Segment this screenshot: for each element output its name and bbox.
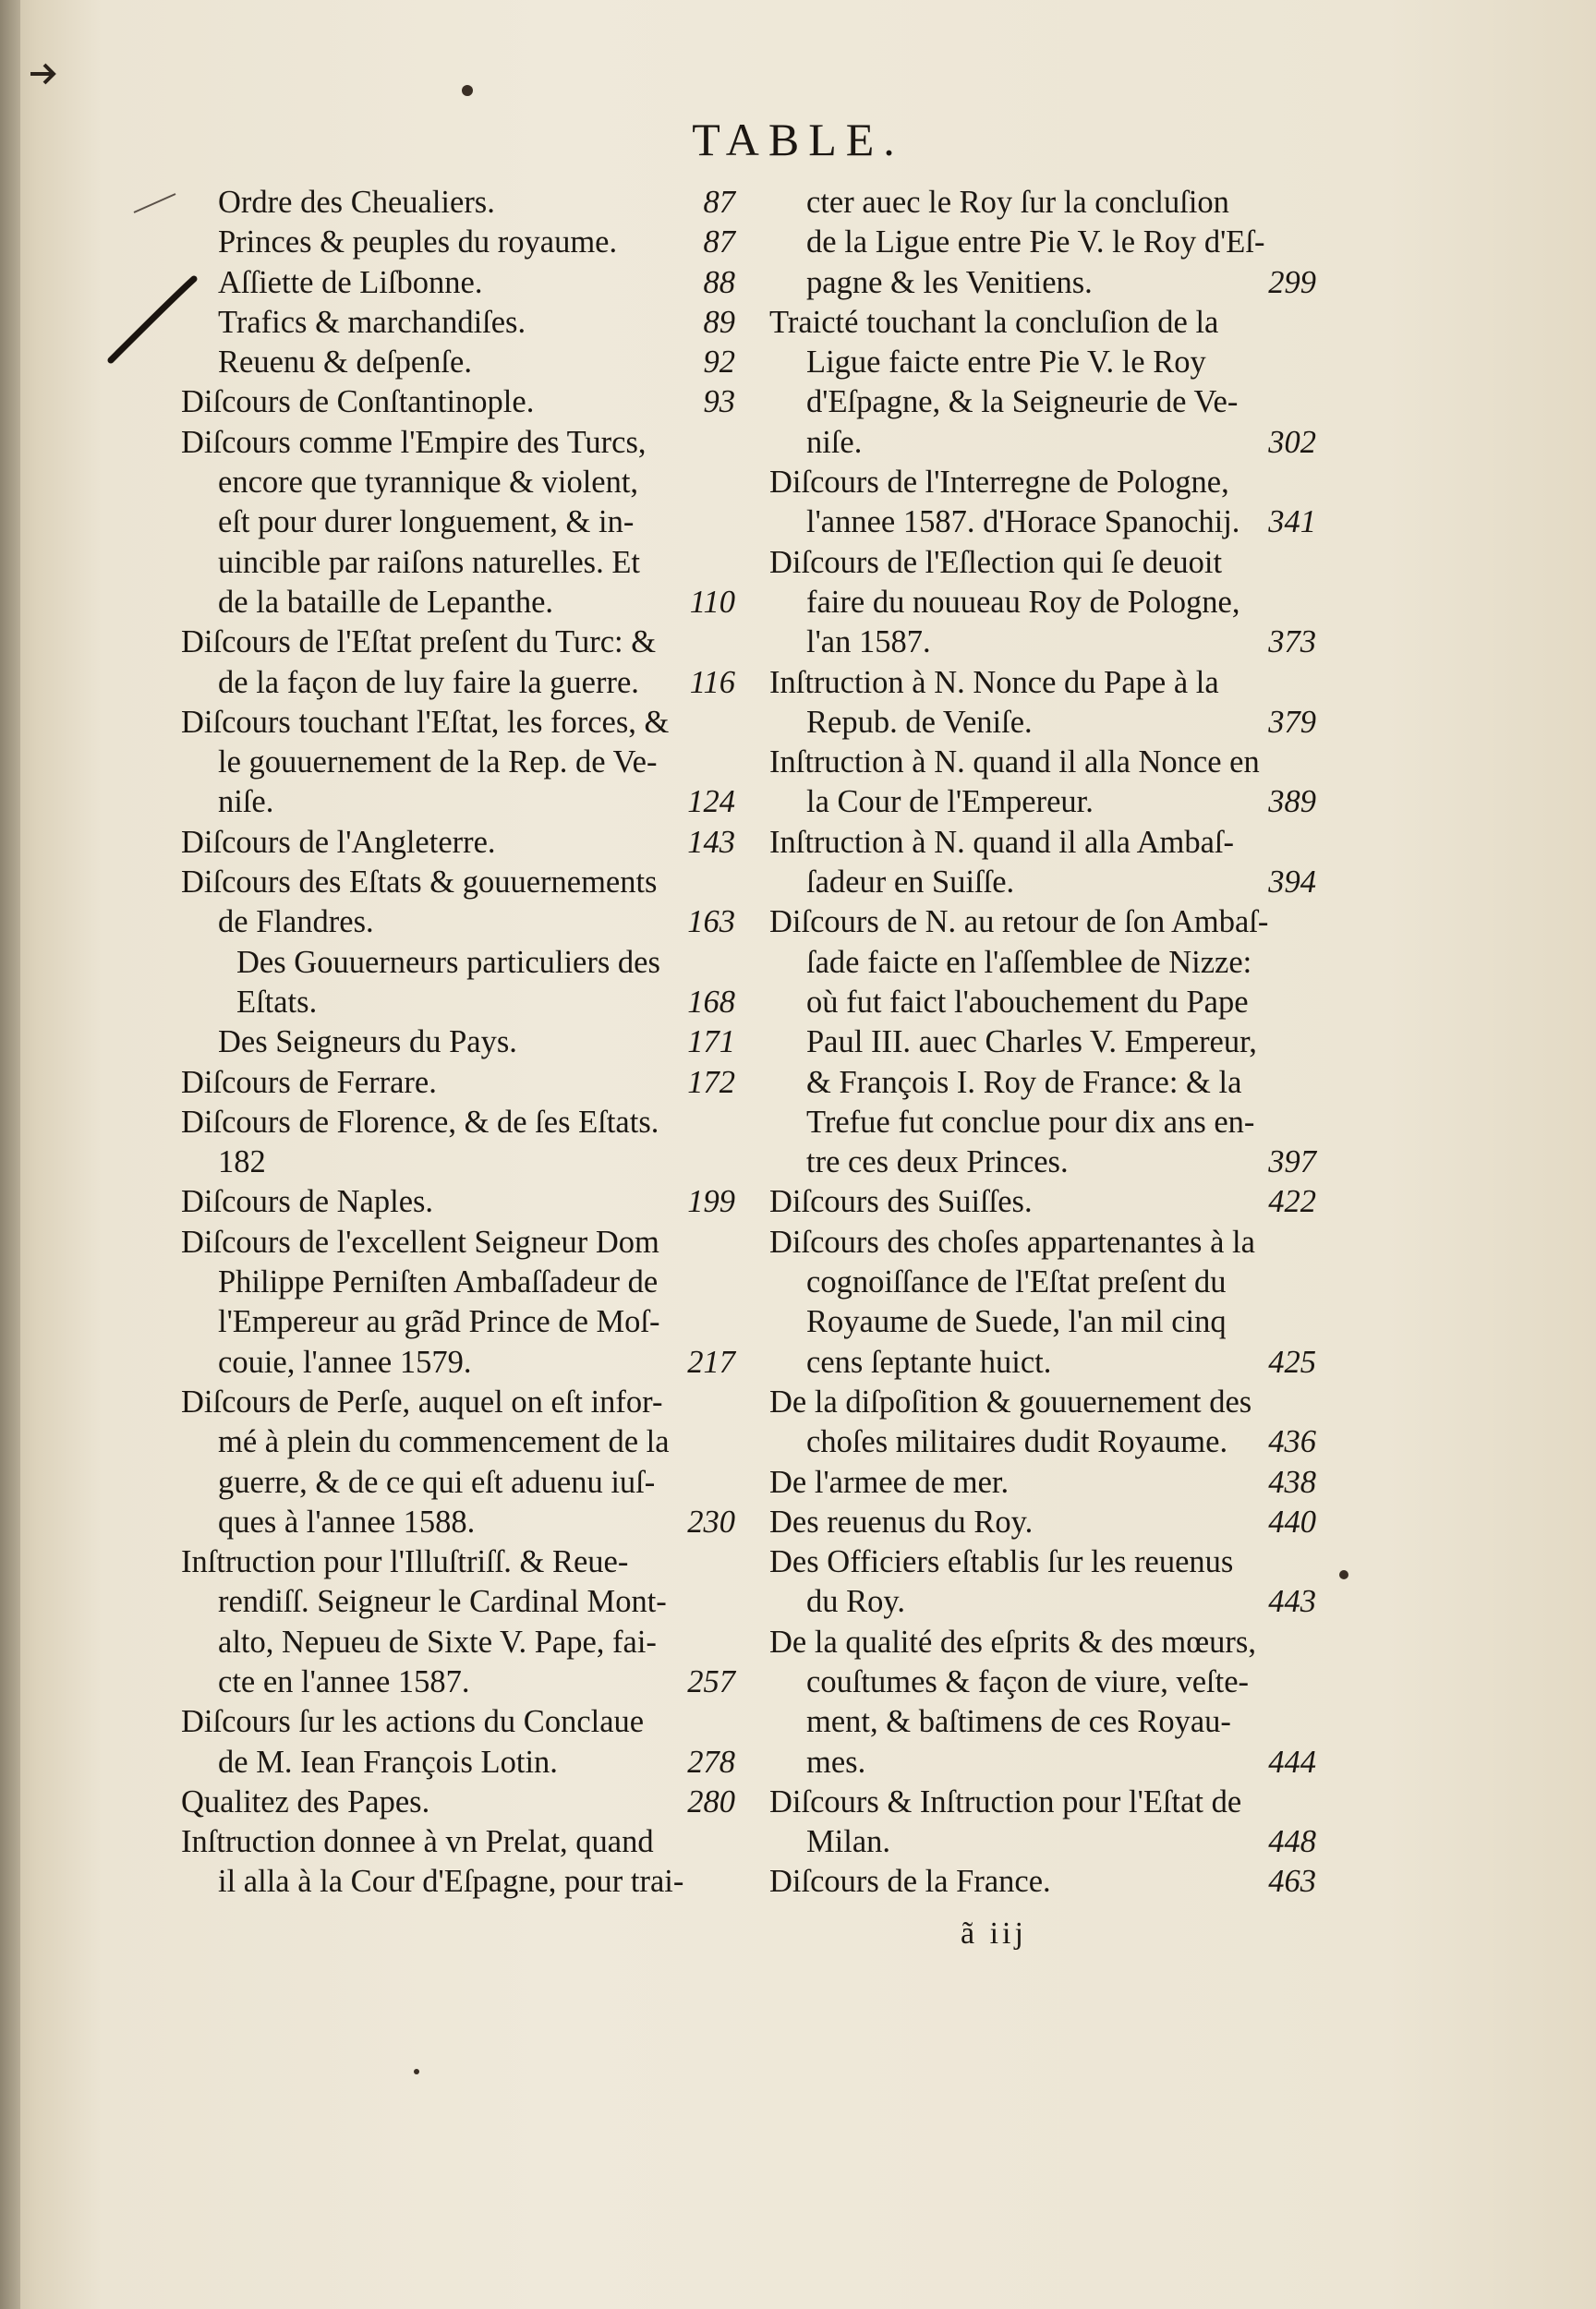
entry-text: Diſcours de l'Eſlection qui ſe deuoit — [769, 544, 1223, 580]
entry-text: Inſtruction donnee à vn Prelat, quand — [181, 1824, 654, 1860]
entry-text: Traicté touchant la concluſion de la — [769, 304, 1219, 340]
page-number: 448 — [1268, 1824, 1316, 1860]
entry-line — [181, 1302, 735, 1342]
entry-line — [769, 1223, 1316, 1263]
entry-line — [769, 1702, 1316, 1742]
page-number: 257 — [687, 1663, 735, 1699]
entry-line — [181, 1182, 735, 1222]
entry-line — [181, 423, 735, 463]
index-entry — [181, 1103, 735, 1183]
entry-text: Diſcours de Perſe, auquel on eſt infor- — [181, 1384, 663, 1420]
entry-text: de la façon de luy faire la guerre. — [218, 664, 639, 700]
entry-text: mé à plein du commencement de la — [218, 1424, 670, 1460]
entry-line — [181, 823, 735, 863]
entry-text: Qualitez des Papes. — [181, 1783, 430, 1819]
entry-line — [181, 1662, 735, 1702]
entry-line — [769, 382, 1316, 422]
entry-line — [181, 1422, 735, 1462]
index-entry — [181, 1702, 735, 1783]
page-number: 93 — [703, 384, 735, 420]
index-entry — [181, 823, 735, 863]
entry-line — [769, 1822, 1316, 1862]
entry-line — [769, 1142, 1316, 1182]
entry-line — [769, 543, 1316, 583]
entry-text: Princes & peuples du royaume. — [218, 224, 618, 260]
page-number: 230 — [687, 1504, 735, 1540]
entry-line — [181, 303, 735, 343]
entry-line — [769, 1022, 1316, 1062]
index-entry — [769, 1542, 1316, 1623]
page-number: 110 — [689, 584, 735, 620]
page-number: 443 — [1268, 1584, 1316, 1620]
entry-text: niſe. — [806, 424, 863, 460]
entry-line — [181, 1862, 735, 1902]
ink-speck — [414, 2069, 419, 2074]
entry-line — [769, 1503, 1316, 1542]
entry-line — [181, 782, 735, 822]
index-entry — [769, 303, 1316, 463]
entry-line — [769, 1383, 1316, 1422]
entry-text: De la diſpoſition & gouuernement des — [769, 1384, 1252, 1420]
entry-line — [181, 1022, 735, 1062]
entry-text: Inſtruction à N. Nonce du Pape à la — [769, 664, 1219, 700]
entry-text: Diſcours ſur les actions du Conclaue — [181, 1704, 645, 1740]
entry-line — [181, 463, 735, 502]
entry-line — [181, 663, 735, 703]
index-entry — [769, 463, 1316, 543]
entry-line — [181, 1542, 735, 1582]
entry-text: Diſcours de Florence, & de ſes Eſtats. — [181, 1104, 659, 1140]
entry-text: Diſcours des Suiſſes. — [769, 1184, 1033, 1220]
entry-text: Diſcours des Eſtats & gouuernements — [181, 864, 658, 901]
entry-line — [769, 782, 1316, 822]
entry-text: tre ces deux Princes. — [806, 1144, 1069, 1180]
entry-line — [769, 223, 1316, 262]
entry-line — [769, 1542, 1316, 1582]
entry-text: Trafics & marchandiſes. — [218, 304, 526, 340]
entry-text: Trefue fut conclue pour dix ans en- — [806, 1104, 1255, 1140]
entry-line — [769, 263, 1316, 303]
entry-line — [181, 943, 735, 983]
entry-line — [181, 1063, 735, 1103]
entry-line — [769, 502, 1316, 542]
entry-text: Philippe Perniſten Ambaſſadeur de — [218, 1264, 659, 1300]
entry-text: Diſcours & Inſtruction pour l'Eſtat de — [769, 1783, 1242, 1819]
index-entry — [181, 1542, 735, 1702]
entry-text: Diſcours des choſes appartenantes à la — [769, 1224, 1255, 1260]
index-entry — [181, 1182, 735, 1222]
entry-line — [769, 863, 1316, 902]
entry-line — [181, 1142, 735, 1182]
entry-line — [181, 1822, 735, 1862]
entry-line — [769, 663, 1316, 703]
index-entry — [181, 1783, 735, 1822]
index-entry — [769, 663, 1316, 743]
entry-text: cter auec le Roy ſur la concluſion — [806, 185, 1229, 220]
entry-line — [181, 1263, 735, 1302]
entry-text: l'annee 1587. d'Horace Spanochij. — [806, 504, 1240, 540]
index-entry — [181, 263, 735, 303]
page-number: 124 — [687, 784, 735, 820]
entry-text: l'Empereur au grãd Prince de Moſ- — [218, 1304, 660, 1340]
ink-speck — [1339, 1570, 1348, 1579]
entry-line — [181, 502, 735, 542]
entry-line — [181, 223, 735, 262]
index-entry — [181, 183, 735, 223]
entry-line — [181, 382, 735, 422]
entry-text: du Roy. — [806, 1584, 906, 1620]
index-right-column — [769, 183, 1316, 1903]
entry-line — [769, 1582, 1316, 1622]
entry-line — [181, 623, 735, 662]
entry-line — [181, 1103, 735, 1142]
entry-text: Diſcours comme l'Empire des Turcs, — [181, 424, 647, 460]
entry-text: Diſcours de la France. — [769, 1864, 1051, 1900]
entry-text: il alla à la Cour d'Eſpagne, pour trai- — [218, 1864, 684, 1900]
entry-text: Des reuenus du Roy. — [769, 1504, 1034, 1540]
entry-line — [181, 1783, 735, 1822]
entry-line — [181, 1582, 735, 1622]
page-number: 172 — [687, 1064, 735, 1100]
entry-text: Inſtruction pour l'Illuſtriſſ. & Reue- — [181, 1544, 629, 1580]
ink-speck — [462, 85, 473, 96]
page-number: 89 — [703, 304, 735, 340]
entry-line — [181, 1343, 735, 1383]
entry-text: où fut faict l'abouchement du Pape — [806, 984, 1249, 1020]
page-number: 444 — [1268, 1744, 1316, 1780]
entry-text: l'an 1587. — [806, 624, 931, 660]
entry-text: Aſſiette de Liſbonne. — [218, 264, 483, 300]
entry-line — [769, 623, 1316, 662]
entry-text: Diſcours de l'Eſtat preſent du Turc: & — [181, 624, 657, 660]
entry-line — [181, 543, 735, 583]
entry-line — [181, 1702, 735, 1742]
entry-line — [769, 743, 1316, 782]
index-entry — [181, 423, 735, 623]
entry-line — [181, 583, 735, 623]
entry-text: ques à l'annee 1588. — [218, 1504, 476, 1540]
index-entry — [769, 1503, 1316, 1542]
entry-text: alto, Nepueu de Sixte V. Pape, fai- — [218, 1624, 657, 1660]
entry-text: choſes militaires dudit Royaume. — [806, 1424, 1228, 1460]
entry-text: Diſcours de l'Interregne de Pologne, — [769, 465, 1229, 501]
page-number: 436 — [1268, 1424, 1316, 1460]
index-entry — [181, 863, 735, 943]
entry-text: de la Ligue entre Pie V. le Roy d'Eſ- — [806, 224, 1265, 260]
page-number: 379 — [1268, 704, 1316, 740]
entry-text: uincible par raiſons naturelles. Et — [218, 544, 640, 580]
entry-line — [769, 1103, 1316, 1142]
entry-text: de la bataille de Lepanthe. — [218, 584, 554, 620]
index-entry — [769, 1783, 1316, 1863]
entry-text: Diſcours de Naples. — [181, 1184, 434, 1220]
page-number: 422 — [1268, 1184, 1316, 1220]
entry-text: Diſcours de Conſtantinople. — [181, 384, 535, 420]
entry-line — [769, 303, 1316, 343]
entry-line — [769, 1343, 1316, 1383]
entry-line — [769, 423, 1316, 463]
index-entry — [181, 1063, 735, 1103]
index-entry — [181, 1022, 735, 1062]
signature-mark: ã iij — [961, 1916, 1027, 1951]
entry-text: Milan. — [806, 1824, 891, 1860]
page-number: 87 — [703, 185, 735, 220]
entry-text: Inſtruction à N. quand il alla Ambaſ- — [769, 824, 1234, 860]
entry-line — [181, 343, 735, 382]
entry-text: Inſtruction à N. quand il alla Nonce en — [769, 744, 1260, 780]
page-number: 373 — [1268, 624, 1316, 660]
page-title: TABLE. — [692, 114, 904, 165]
entry-text: Des Seigneurs du Pays. — [218, 1024, 517, 1060]
page-number: 88 — [703, 264, 735, 300]
index-entry — [769, 1862, 1316, 1902]
index-entry — [181, 1822, 735, 1903]
entry-line — [769, 1182, 1316, 1222]
entry-text: & François I. Roy de France: & la — [806, 1064, 1242, 1100]
entry-line — [181, 263, 735, 303]
entry-text: Ordre des Cheualiers. — [218, 185, 495, 220]
page-number: 217 — [687, 1344, 735, 1380]
entry-text: faire du nouueau Roy de Pologne, — [806, 584, 1240, 620]
index-entry — [769, 1623, 1316, 1783]
page-number: 199 — [687, 1184, 735, 1220]
entry-line — [769, 1623, 1316, 1662]
page-number: 278 — [687, 1744, 735, 1780]
entry-line — [181, 743, 735, 782]
entry-line — [769, 463, 1316, 502]
entry-line — [181, 1623, 735, 1662]
entry-text: mes. — [806, 1744, 866, 1780]
index-entry — [769, 1383, 1316, 1463]
entry-text: ſadeur en Suiſſe. — [806, 864, 1015, 901]
page-number: 463 — [1268, 1864, 1316, 1900]
entry-line — [181, 902, 735, 942]
page-number: 143 — [687, 824, 735, 860]
page-number: 116 — [689, 664, 735, 700]
entry-text: pagne & les Venitiens. — [806, 264, 1093, 300]
index-left-column — [181, 183, 735, 1903]
entry-text: Des Officiers eſtablis ſur les reuenus — [769, 1544, 1234, 1580]
entry-text: ment, & baſtimens de ces Royau- — [806, 1704, 1231, 1740]
page-number: 397 — [1268, 1144, 1316, 1180]
entry-text: Diſcours de l'Angleterre. — [181, 824, 496, 860]
index-entry — [181, 1223, 735, 1383]
index-entry — [181, 223, 735, 262]
index-entry — [769, 543, 1316, 663]
entry-line — [769, 823, 1316, 863]
entry-text: le gouuernement de la Rep. de Ve- — [218, 744, 658, 780]
entry-text: Diſcours touchant l'Eſtat, les forces, & — [181, 704, 670, 740]
index-entry — [769, 1223, 1316, 1383]
page-number: 394 — [1268, 864, 1316, 901]
entry-text: couie, l'annee 1579. — [218, 1344, 472, 1380]
entry-line — [181, 983, 735, 1022]
entry-text: Diſcours de N. au retour de ſon Ambaſ- — [769, 904, 1269, 940]
entry-text: ſade faicte en l'aſſemblee de Nizze: — [806, 944, 1252, 980]
index-entry — [181, 1383, 735, 1542]
entry-text: cens ſeptante huict. — [806, 1344, 1052, 1380]
entry-line — [769, 1263, 1316, 1302]
entry-line — [181, 703, 735, 743]
entry-line — [181, 1223, 735, 1263]
entry-line — [181, 1503, 735, 1542]
entry-text: Reuenu & deſpenſe. — [218, 345, 472, 381]
page-number: 438 — [1268, 1464, 1316, 1500]
entry-text: Diſcours de Ferrare. — [181, 1064, 437, 1100]
entry-text: De la qualité des eſprits & des mœurs, — [769, 1624, 1256, 1660]
entry-line — [181, 1743, 735, 1783]
entry-line — [769, 902, 1316, 942]
page-number: 299 — [1268, 264, 1316, 300]
entry-line — [769, 1862, 1316, 1902]
page-number: 87 — [703, 224, 735, 260]
page-number: 425 — [1268, 1344, 1316, 1380]
entry-text: cognoiſſance de l'Eſtat preſent du — [806, 1264, 1227, 1300]
entry-line — [769, 583, 1316, 623]
page-number: 280 — [687, 1783, 735, 1819]
entry-text: Eſtats. — [236, 984, 318, 1020]
page-gutter-shadow — [0, 0, 20, 2309]
entry-text: eſt pour durer longuement, & in- — [218, 504, 635, 540]
index-entry — [769, 183, 1316, 303]
entry-line — [769, 183, 1316, 223]
page-number: 92 — [703, 345, 735, 381]
entry-text: De l'armee de mer. — [769, 1464, 1010, 1500]
entry-line — [181, 183, 735, 223]
entry-line — [769, 1662, 1316, 1702]
entry-line — [769, 1422, 1316, 1462]
entry-text: Ligue faicte entre Pie V. le Roy — [806, 345, 1206, 381]
entry-text: de Flandres. — [218, 904, 374, 940]
entry-text: cte en l'annee 1587. — [218, 1663, 470, 1699]
entry-line — [769, 983, 1316, 1022]
index-entry — [769, 1182, 1316, 1222]
index-entry — [181, 623, 735, 703]
entry-text: Repub. de Veniſe. — [806, 704, 1033, 740]
entry-line — [181, 1463, 735, 1503]
entry-text: 182 — [218, 1144, 266, 1180]
entry-line — [769, 343, 1316, 382]
index-entry — [181, 343, 735, 382]
margin-arrow-mark — [26, 55, 63, 92]
index-entry — [769, 902, 1316, 1182]
index-entry — [769, 743, 1316, 823]
entry-text: rendiſſ. Seigneur le Cardinal Mont- — [218, 1584, 667, 1620]
entry-line — [769, 943, 1316, 983]
entry-text: encore que tyrannique & violent, — [218, 465, 639, 501]
entry-line — [769, 1063, 1316, 1103]
index-entry — [769, 1463, 1316, 1503]
entry-text: guerre, & de ce qui eſt aduenu iuſ- — [218, 1464, 656, 1500]
entry-text: Paul III. auec Charles V. Empereur, — [806, 1024, 1257, 1060]
page-number: 440 — [1268, 1504, 1316, 1540]
entry-line — [769, 1463, 1316, 1503]
page-number: 171 — [687, 1024, 735, 1060]
index-entry — [181, 943, 735, 1023]
index-entry — [181, 303, 735, 343]
entry-line — [769, 1783, 1316, 1822]
entry-line — [181, 863, 735, 902]
entry-text: Des Gouuerneurs particuliers des — [236, 944, 660, 980]
entry-line — [181, 1383, 735, 1422]
margin-pen-tick — [129, 189, 185, 217]
entry-line — [769, 1743, 1316, 1783]
index-entry — [181, 382, 735, 422]
entry-text: Diſcours de l'excellent Seigneur Dom — [181, 1224, 659, 1260]
index-entry — [181, 703, 735, 823]
entry-text: d'Eſpagne, & la Seigneurie de Ve- — [806, 384, 1239, 420]
page-number: 302 — [1268, 424, 1316, 460]
entry-text: la Cour de l'Empereur. — [806, 784, 1094, 820]
entry-text: Royaume de Suede, l'an mil cinq — [806, 1304, 1227, 1340]
entry-text: de M. Iean François Lotin. — [218, 1744, 558, 1780]
page-number: 168 — [687, 984, 735, 1020]
page-number: 341 — [1268, 504, 1316, 540]
index-entry — [769, 823, 1316, 903]
entry-line — [769, 1302, 1316, 1342]
entry-line — [769, 703, 1316, 743]
page-number: 163 — [687, 904, 735, 940]
entry-text: couſtumes & façon de viure, veſte- — [806, 1663, 1249, 1699]
page-number: 389 — [1268, 784, 1316, 820]
entry-text: niſe. — [218, 784, 274, 820]
